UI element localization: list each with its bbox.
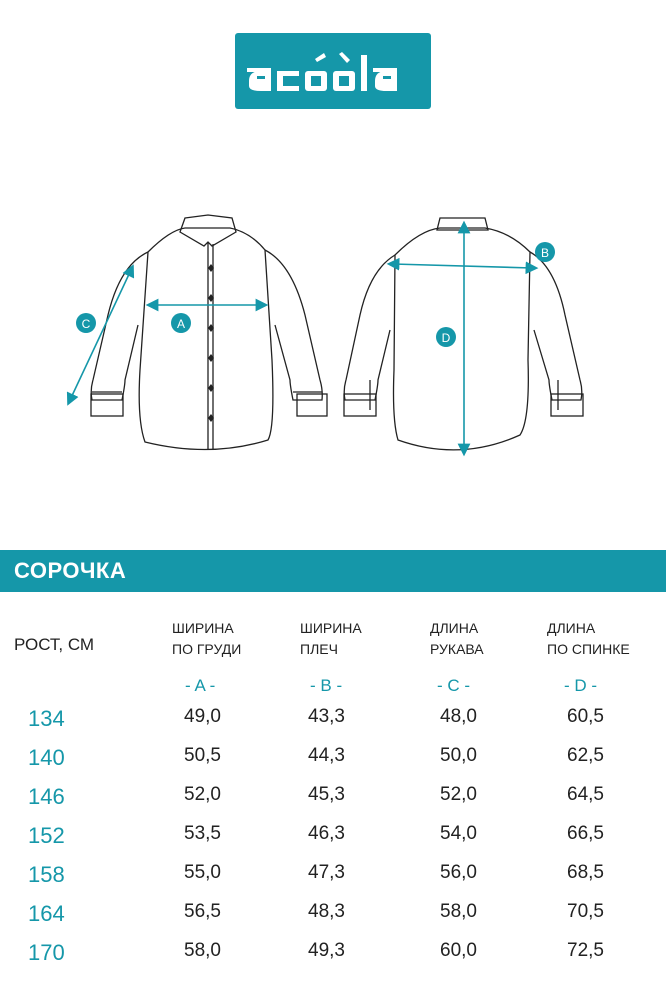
cell-sleeve: 60,0 — [440, 940, 477, 961]
column-header-chest-line2: ПО ГРУДИ — [172, 641, 242, 657]
shirt-front-drawing — [91, 215, 327, 450]
cell-sleeve: 58,0 — [440, 901, 477, 922]
shirt-diagrams — [0, 180, 666, 510]
section-band — [0, 550, 666, 592]
column-code-b: - B - — [310, 676, 343, 695]
cell-chest: 55,0 — [184, 862, 221, 883]
cell-back: 60,5 — [567, 706, 604, 727]
column-header-back-line2: ПО СПИНКЕ — [547, 641, 630, 657]
row-height: 134 — [28, 706, 65, 731]
row-height: 158 — [28, 862, 65, 887]
column-header-sleeve-line2: РУКАВА — [430, 641, 484, 657]
cell-sleeve: 50,0 — [440, 745, 477, 766]
cell-shoulders: 47,3 — [308, 862, 345, 883]
section-title: СОРОЧКА — [14, 558, 127, 583]
cell-chest: 49,0 — [184, 706, 221, 727]
cell-shoulders: 49,3 — [308, 940, 345, 961]
column-code-a: - A - — [185, 676, 216, 695]
column-header-chest-line1: ШИРИНА — [172, 620, 234, 636]
table-row — [0, 706, 666, 742]
measure-c-label: C — [81, 317, 91, 331]
table-row — [0, 823, 666, 859]
row-height: 146 — [28, 784, 65, 809]
column-header-chest — [172, 618, 241, 660]
row-height: 170 — [28, 940, 65, 965]
column-header-sleeve-line1: ДЛИНА — [430, 620, 479, 636]
column-header-back-length — [547, 618, 630, 660]
row-height: 140 — [28, 745, 65, 770]
cell-chest: 52,0 — [184, 784, 221, 805]
cell-sleeve: 54,0 — [440, 823, 477, 844]
cell-shoulders: 48,3 — [308, 901, 345, 922]
row-height: 164 — [28, 901, 65, 926]
row-height: 152 — [28, 823, 65, 848]
column-header-sleeve — [430, 618, 484, 660]
cell-back: 68,5 — [567, 862, 604, 883]
table-row — [0, 745, 666, 781]
cell-chest: 56,5 — [184, 901, 221, 922]
column-header-back-line1: ДЛИНА — [547, 620, 596, 636]
measure-a-label: A — [176, 317, 186, 331]
column-header-shoulders — [300, 618, 362, 660]
table-row — [0, 940, 666, 976]
table-row — [0, 901, 666, 937]
cell-sleeve: 52,0 — [440, 784, 477, 805]
cell-chest: 50,5 — [184, 745, 221, 766]
cell-sleeve: 48,0 — [440, 706, 477, 727]
cell-sleeve: 56,0 — [440, 862, 477, 883]
column-code-c: - C - — [437, 676, 471, 695]
cell-back: 64,5 — [567, 784, 604, 805]
cell-shoulders: 43,3 — [308, 706, 345, 727]
logo-wordmark-icon — [235, 33, 431, 109]
brand-logo — [235, 33, 431, 109]
cell-shoulders: 44,3 — [308, 745, 345, 766]
cell-chest: 58,0 — [184, 940, 221, 961]
table-row — [0, 784, 666, 820]
column-code-d: - D - — [564, 676, 598, 695]
measure-b-label: B — [540, 246, 550, 260]
cell-shoulders: 45,3 — [308, 784, 345, 805]
cell-shoulders: 46,3 — [308, 823, 345, 844]
cell-back: 72,5 — [567, 940, 604, 961]
cell-back: 70,5 — [567, 901, 604, 922]
measure-d-label: D — [441, 331, 451, 345]
cell-back: 66,5 — [567, 823, 604, 844]
table-row — [0, 862, 666, 898]
cell-back: 62,5 — [567, 745, 604, 766]
column-header-shoulders-line2: ПЛЕЧ — [300, 641, 338, 657]
cell-chest: 53,5 — [184, 823, 221, 844]
height-column-header: РОСТ, СМ — [14, 635, 95, 654]
column-header-shoulders-line1: ШИРИНА — [300, 620, 362, 636]
